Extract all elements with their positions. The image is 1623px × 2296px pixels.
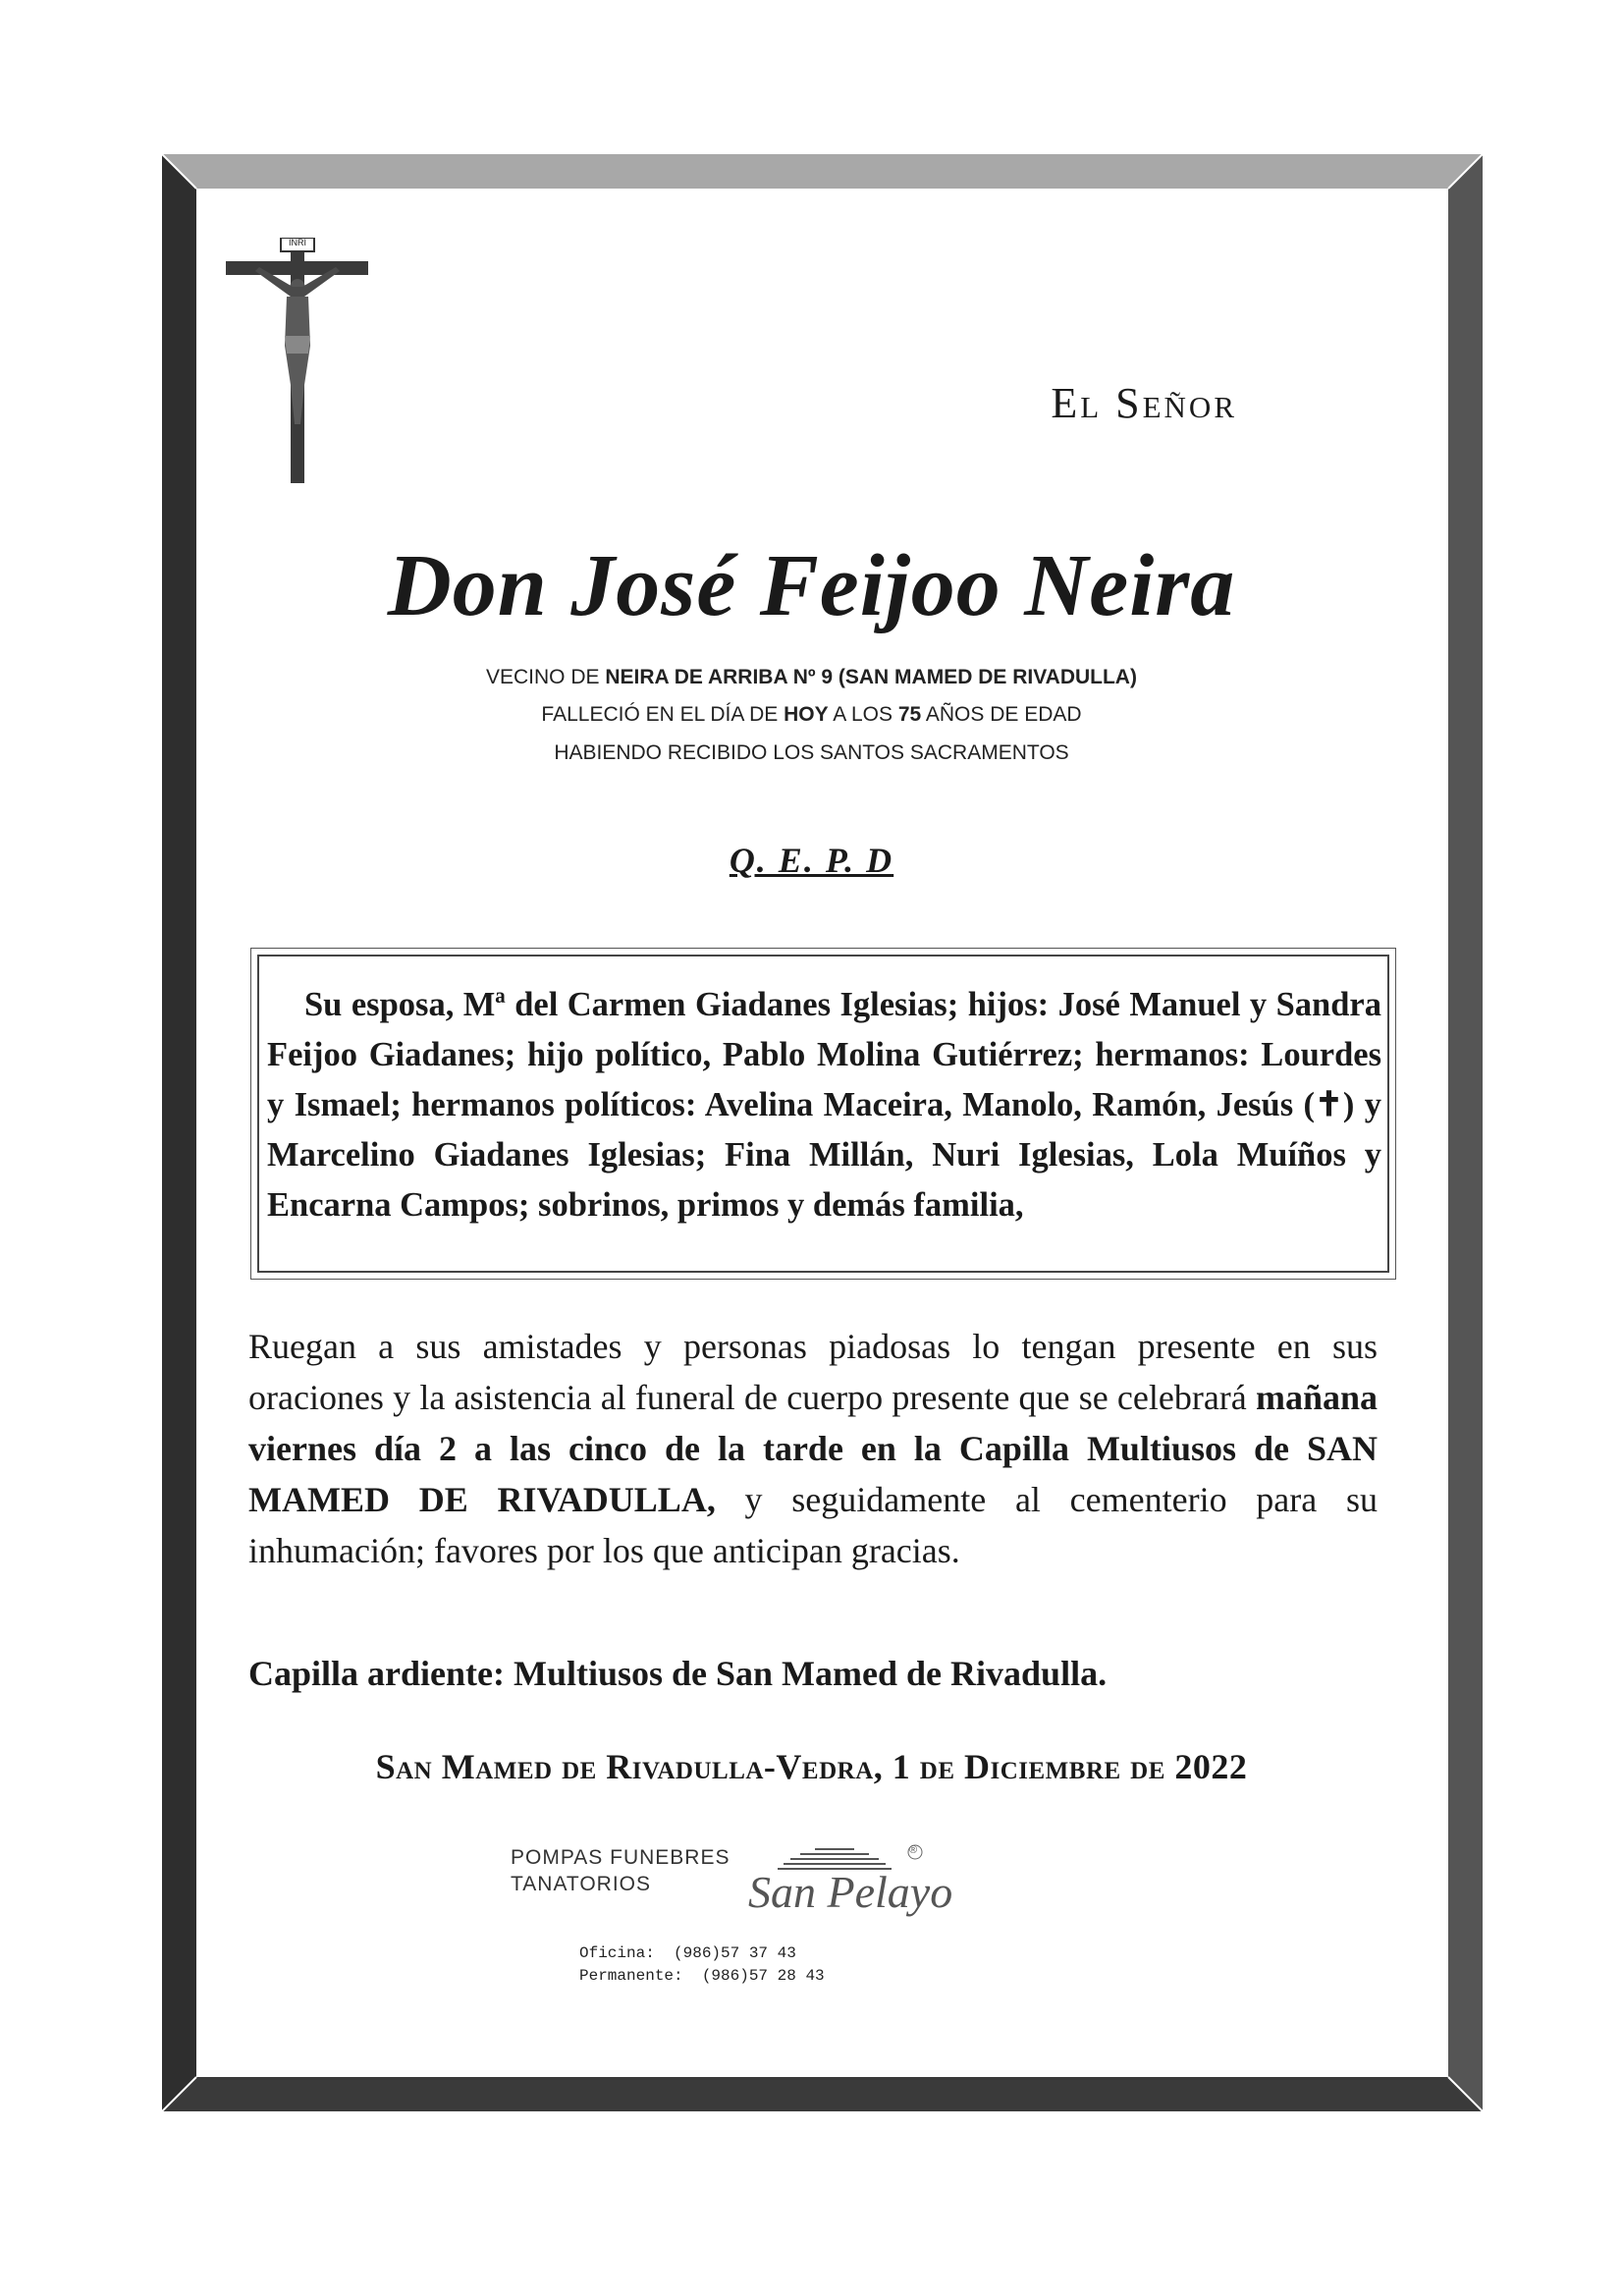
phone-permanent: Permanente: (986)57 28 43: [579, 1967, 825, 1985]
family-text: Su esposa, Mª del Carmen Giadanes Iglesias; hijos: José Manuel y Sandra Feijoo Giadanes; hijo político, Pablo Molina Gutiérrez; hermanos: Lourdes y Ismael; hermanos políticos: Avelina Maceira, Manolo, Ramón, Jesús (✝) y Marcelino Giadanes Iglesias; Fina Millán, Nuri Iglesias, Lola Muíños y Encarna Campos; sobrinos, primos y demás familia,: [267, 986, 1381, 1224]
info-line2-b: HOY: [784, 703, 829, 726]
request-part3: y seguidamente al cementerio para su inhumación; favores por los que anticipan gracias.: [248, 1480, 1378, 1570]
place-date: San Mamed de Rivadulla-Vedra, 1 de Diciembre de 2022: [375, 1747, 1248, 1786]
family-box-inner: [257, 955, 1389, 1273]
info-line2-c: A LOS: [828, 703, 898, 726]
family-box: [250, 948, 1396, 1280]
qepd-label: Q. E. P. D: [729, 841, 894, 880]
info-line1-a: VECINO DE: [486, 666, 606, 688]
deceased-name: Don José Feijoo Neira: [387, 537, 1236, 634]
company-line2: TANATORIOS: [511, 1873, 652, 1895]
info-line2-d: 75: [897, 703, 922, 726]
chapel-info: Capilla ardiente: Multiusos de San Mamed de Rivadulla.: [248, 1654, 1108, 1693]
crucifix-label: INRI: [289, 238, 306, 247]
info-line-sacraments: HABIENDO RECIBIDO LOS SANTOS SACRAMENTOS: [554, 741, 1069, 764]
logo-registered-mark: ®: [909, 1844, 918, 1856]
info-line-residence: [0, 666, 1623, 689]
request-text: [248, 1321, 1378, 1576]
san-pelayo-logo: [746, 1844, 962, 1957]
company-line1: POMPAS FUNEBRES: [511, 1846, 730, 1869]
request-part2: mañana viernes día 2 a las cinco de la tarde en la Capilla Multiusos de SAN MAMED DE RIVADULLA,: [248, 1378, 1378, 1519]
heading-el-senor: El Señor: [1051, 379, 1237, 427]
request-part1: Ruegan a sus amistades y personas piadosas lo tengan presente en sus oraciones y la asistencia al funeral de cuerpo presente que se celebrará: [248, 1327, 1378, 1417]
phone-office: Oficina: (986)57 37 43: [579, 1944, 796, 1962]
crucifix-icon: [226, 238, 373, 488]
info-line1-b: NEIRA DE ARRIBA Nº 9 (SAN MAMED DE RIVADULLA): [605, 666, 1137, 688]
info-line-death: [0, 703, 1623, 727]
logo-text: San Pelayo: [748, 1867, 953, 1917]
info-line2-a: FALLECIÓ EN EL DÍA DE: [541, 703, 784, 726]
info-line2-e: AÑOS DE EDAD: [921, 703, 1082, 726]
